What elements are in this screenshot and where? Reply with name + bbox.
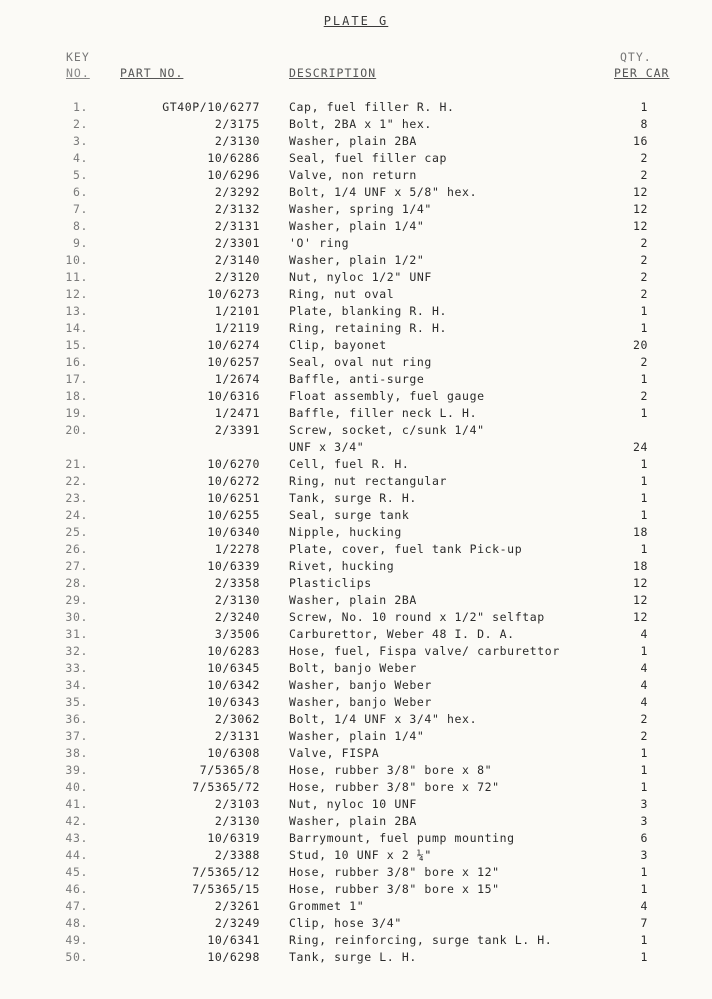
table-row bbox=[0, 151, 712, 168]
quantity: 4 bbox=[640, 695, 648, 709]
table-row bbox=[0, 661, 712, 678]
quantity: 1 bbox=[640, 882, 648, 896]
part-number: 10/6286 bbox=[207, 151, 260, 165]
key-number: 43. bbox=[65, 831, 88, 845]
quantity: 2 bbox=[640, 270, 648, 284]
table-row bbox=[0, 695, 712, 712]
key-number: 35. bbox=[65, 695, 88, 709]
table-row bbox=[0, 899, 712, 916]
key-number: 2. bbox=[72, 117, 88, 131]
table-row bbox=[0, 321, 712, 338]
quantity: 1 bbox=[640, 491, 648, 505]
table-row bbox=[0, 525, 712, 542]
key-number: 13. bbox=[65, 304, 88, 318]
key-number: 17. bbox=[65, 372, 88, 386]
part-description: Hose, rubber 3/8" bore x 72" bbox=[289, 780, 500, 794]
part-description: Hose, fuel, Fispa valve/ carburettor bbox=[289, 644, 560, 658]
quantity: 4 bbox=[640, 899, 648, 913]
header-key-line1: KEY bbox=[66, 50, 90, 64]
part-description: Valve, FISPA bbox=[289, 746, 380, 760]
key-number: 40. bbox=[65, 780, 88, 794]
part-description: Ring, nut oval bbox=[289, 287, 395, 301]
part-description: Bolt, 1/4 UNF x 3/4" hex. bbox=[289, 712, 478, 726]
part-description: Clip, hose 3/4" bbox=[289, 916, 402, 930]
key-number: 50. bbox=[65, 950, 88, 964]
part-description: Barrymount, fuel pump mounting bbox=[289, 831, 515, 845]
quantity: 3 bbox=[640, 814, 648, 828]
table-row bbox=[0, 593, 712, 610]
part-number: 10/6308 bbox=[207, 746, 260, 760]
key-number: 20. bbox=[65, 423, 88, 437]
table-row bbox=[0, 780, 712, 797]
part-number: 10/6319 bbox=[207, 831, 260, 845]
part-description: Nut, nyloc 10 UNF bbox=[289, 797, 417, 811]
quantity: 1 bbox=[640, 950, 648, 964]
quantity: 1 bbox=[640, 508, 648, 522]
key-number: 31. bbox=[65, 627, 88, 641]
quantity: 12 bbox=[632, 202, 648, 216]
table-row bbox=[0, 797, 712, 814]
key-number: 26. bbox=[65, 542, 88, 556]
part-number: 7/5365/12 bbox=[192, 865, 260, 879]
part-number: 10/6340 bbox=[207, 525, 260, 539]
part-number: 2/3388 bbox=[214, 848, 260, 862]
part-description: Plasticlips bbox=[289, 576, 372, 590]
table-row bbox=[0, 389, 712, 406]
table-row bbox=[0, 100, 712, 117]
part-number: 1/2119 bbox=[214, 321, 260, 335]
part-description: Washer, plain 1/4" bbox=[289, 729, 425, 743]
part-number: 2/3120 bbox=[214, 270, 260, 284]
part-description: Float assembly, fuel gauge bbox=[289, 389, 485, 403]
key-number: 23. bbox=[65, 491, 88, 505]
table-row bbox=[0, 355, 712, 372]
part-description: Ring, retaining R. H. bbox=[289, 321, 447, 335]
key-number: 34. bbox=[65, 678, 88, 692]
key-number: 36. bbox=[65, 712, 88, 726]
part-description: Baffle, filler neck L. H. bbox=[289, 406, 478, 420]
part-description: Clip, bayonet bbox=[289, 338, 387, 352]
part-number: 10/6274 bbox=[207, 338, 260, 352]
table-row bbox=[0, 559, 712, 576]
table-row bbox=[0, 287, 712, 304]
quantity: 1 bbox=[640, 644, 648, 658]
table-row bbox=[0, 746, 712, 763]
part-number: 2/3130 bbox=[214, 134, 260, 148]
part-number: 3/3506 bbox=[214, 627, 260, 641]
key-number: 48. bbox=[65, 916, 88, 930]
part-description: Nut, nyloc 1/2" UNF bbox=[289, 270, 432, 284]
part-description: Grommet 1" bbox=[289, 899, 365, 913]
part-number: 10/6345 bbox=[207, 661, 260, 675]
quantity: 1 bbox=[640, 304, 648, 318]
key-number: 21. bbox=[65, 457, 88, 471]
key-number: 12. bbox=[65, 287, 88, 301]
key-number: 5. bbox=[72, 168, 88, 182]
quantity: 12 bbox=[632, 610, 648, 624]
key-number: 27. bbox=[65, 559, 88, 573]
quantity: 24 bbox=[632, 440, 648, 454]
part-number: 7/5365/72 bbox=[192, 780, 260, 794]
key-number: 1. bbox=[72, 100, 88, 114]
table-row bbox=[0, 338, 712, 355]
quantity: 18 bbox=[632, 525, 648, 539]
quantity: 1 bbox=[640, 406, 648, 420]
part-description: Plate, blanking R. H. bbox=[289, 304, 447, 318]
part-number: 2/3130 bbox=[214, 593, 260, 607]
table-row bbox=[0, 644, 712, 661]
part-number: 2/3292 bbox=[214, 185, 260, 199]
key-number: 32. bbox=[65, 644, 88, 658]
part-description: Hose, rubber 3/8" bore x 12" bbox=[289, 865, 500, 879]
header-qty-line2: PER CAR bbox=[614, 66, 670, 80]
quantity: 2 bbox=[640, 151, 648, 165]
key-number: 14. bbox=[65, 321, 88, 335]
part-description: Washer, banjo Weber bbox=[289, 695, 432, 709]
part-number: 2/3391 bbox=[214, 423, 260, 437]
table-row bbox=[0, 423, 712, 440]
table-row bbox=[0, 236, 712, 253]
part-number: 10/6251 bbox=[207, 491, 260, 505]
part-description: Baffle, anti-surge bbox=[289, 372, 425, 386]
part-description: Hose, rubber 3/8" bore x 8" bbox=[289, 763, 493, 777]
quantity: 4 bbox=[640, 678, 648, 692]
part-description: Seal, oval nut ring bbox=[289, 355, 432, 369]
key-number: 37. bbox=[65, 729, 88, 743]
table-row bbox=[0, 542, 712, 559]
quantity: 2 bbox=[640, 389, 648, 403]
key-number: 10. bbox=[65, 253, 88, 267]
quantity: 1 bbox=[640, 474, 648, 488]
part-number: GT40P/10/6277 bbox=[162, 100, 260, 114]
quantity: 1 bbox=[640, 933, 648, 947]
table-row bbox=[0, 865, 712, 882]
key-number: 7. bbox=[72, 202, 88, 216]
part-description: Washer, plain 2BA bbox=[289, 593, 417, 607]
part-number: 10/6316 bbox=[207, 389, 260, 403]
part-number: 10/6341 bbox=[207, 933, 260, 947]
quantity: 1 bbox=[640, 321, 648, 335]
quantity: 18 bbox=[632, 559, 648, 573]
quantity: 6 bbox=[640, 831, 648, 845]
part-number: 10/6298 bbox=[207, 950, 260, 964]
page-title: PLATE G bbox=[323, 14, 389, 28]
quantity: 20 bbox=[632, 338, 648, 352]
header-key-line2: NO. bbox=[66, 66, 90, 80]
part-number: 7/5365/15 bbox=[192, 882, 260, 896]
part-number: 10/6342 bbox=[207, 678, 260, 692]
table-row bbox=[0, 610, 712, 627]
quantity: 3 bbox=[640, 797, 648, 811]
part-description: Ring, reinforcing, surge tank L. H. bbox=[289, 933, 553, 947]
table-row bbox=[0, 457, 712, 474]
part-number: 2/3132 bbox=[214, 202, 260, 216]
part-description: Bolt, 1/4 UNF x 5/8" hex. bbox=[289, 185, 478, 199]
quantity: 1 bbox=[640, 542, 648, 556]
key-number: 42. bbox=[65, 814, 88, 828]
parts-table bbox=[0, 100, 712, 967]
table-row bbox=[0, 219, 712, 236]
part-description: Washer, banjo Weber bbox=[289, 678, 432, 692]
header-description: DESCRIPTION bbox=[289, 66, 377, 80]
part-description: Seal, surge tank bbox=[289, 508, 410, 522]
key-number: 41. bbox=[65, 797, 88, 811]
part-number: 10/6255 bbox=[207, 508, 260, 522]
part-number: 2/3358 bbox=[214, 576, 260, 590]
quantity: 4 bbox=[640, 627, 648, 641]
key-number: 8. bbox=[72, 219, 88, 233]
quantity: 7 bbox=[640, 916, 648, 930]
part-description: Seal, fuel filler cap bbox=[289, 151, 447, 165]
part-description: Cap, fuel filler R. H. bbox=[289, 100, 455, 114]
part-description: Screw, socket, c/sunk 1/4" bbox=[289, 423, 485, 437]
quantity: 8 bbox=[640, 117, 648, 131]
quantity: 1 bbox=[640, 780, 648, 794]
key-number: 11. bbox=[65, 270, 88, 284]
part-number: 10/6343 bbox=[207, 695, 260, 709]
header-part-no: PART NO. bbox=[120, 66, 184, 80]
part-description: Nipple, hucking bbox=[289, 525, 402, 539]
table-row bbox=[0, 882, 712, 899]
key-number: 3. bbox=[72, 134, 88, 148]
part-description: Cell, fuel R. H. bbox=[289, 457, 410, 471]
table-row bbox=[0, 729, 712, 746]
key-number: 39. bbox=[65, 763, 88, 777]
part-number: 2/3131 bbox=[214, 729, 260, 743]
table-row bbox=[0, 576, 712, 593]
part-number: 2/3103 bbox=[214, 797, 260, 811]
part-description: Ring, nut rectangular bbox=[289, 474, 447, 488]
quantity: 2 bbox=[640, 253, 648, 267]
quantity: 2 bbox=[640, 236, 648, 250]
quantity: 16 bbox=[632, 134, 648, 148]
quantity: 12 bbox=[632, 185, 648, 199]
part-number: 2/3261 bbox=[214, 899, 260, 913]
quantity: 1 bbox=[640, 746, 648, 760]
part-number: 1/2471 bbox=[214, 406, 260, 420]
key-number: 49. bbox=[65, 933, 88, 947]
quantity: 2 bbox=[640, 355, 648, 369]
part-description: Bolt, banjo Weber bbox=[289, 661, 417, 675]
part-number: 2/3130 bbox=[214, 814, 260, 828]
table-row bbox=[0, 270, 712, 287]
key-number: 4. bbox=[72, 151, 88, 165]
key-number: 47. bbox=[65, 899, 88, 913]
key-number: 22. bbox=[65, 474, 88, 488]
part-number: 10/6270 bbox=[207, 457, 260, 471]
part-description: Bolt, 2BA x 1" hex. bbox=[289, 117, 432, 131]
part-number: 2/3175 bbox=[214, 117, 260, 131]
quantity: 2 bbox=[640, 729, 648, 743]
table-row bbox=[0, 848, 712, 865]
key-number: 44. bbox=[65, 848, 88, 862]
quantity: 3 bbox=[640, 848, 648, 862]
quantity: 1 bbox=[640, 372, 648, 386]
table-row-continuation bbox=[0, 440, 712, 457]
key-number: 45. bbox=[65, 865, 88, 879]
table-row bbox=[0, 933, 712, 950]
part-number: 2/3240 bbox=[214, 610, 260, 624]
table-row bbox=[0, 712, 712, 729]
part-description: Rivet, hucking bbox=[289, 559, 395, 573]
key-number: 33. bbox=[65, 661, 88, 675]
part-number: 1/2101 bbox=[214, 304, 260, 318]
table-row bbox=[0, 168, 712, 185]
table-row bbox=[0, 678, 712, 695]
table-row bbox=[0, 117, 712, 134]
part-number: 10/6283 bbox=[207, 644, 260, 658]
quantity: 12 bbox=[632, 593, 648, 607]
part-number: 2/3131 bbox=[214, 219, 260, 233]
table-row bbox=[0, 763, 712, 780]
part-description: Screw, No. 10 round x 1/2" selftap bbox=[289, 610, 545, 624]
quantity: 1 bbox=[640, 100, 648, 114]
key-number: 38. bbox=[65, 746, 88, 760]
part-number: 10/6273 bbox=[207, 287, 260, 301]
table-row bbox=[0, 814, 712, 831]
table-row bbox=[0, 916, 712, 933]
part-description: Stud, 10 UNF x 2 ¼" bbox=[289, 848, 432, 862]
part-description: Plate, cover, fuel tank Pick-up bbox=[289, 542, 523, 556]
quantity: 12 bbox=[632, 219, 648, 233]
key-number: 18. bbox=[65, 389, 88, 403]
part-description: Washer, plain 1/2" bbox=[289, 253, 425, 267]
table-row bbox=[0, 491, 712, 508]
part-number: 2/3249 bbox=[214, 916, 260, 930]
quantity: 12 bbox=[632, 576, 648, 590]
part-number: 2/3301 bbox=[214, 236, 260, 250]
part-number: 10/6339 bbox=[207, 559, 260, 573]
quantity: 4 bbox=[640, 661, 648, 675]
part-description: Washer, plain 2BA bbox=[289, 814, 417, 828]
part-number: 2/3062 bbox=[214, 712, 260, 726]
part-description: Washer, plain 2BA bbox=[289, 134, 417, 148]
key-number: 30. bbox=[65, 610, 88, 624]
part-number: 10/6296 bbox=[207, 168, 260, 182]
quantity: 2 bbox=[640, 287, 648, 301]
key-number: 15. bbox=[65, 338, 88, 352]
part-description: Washer, spring 1/4" bbox=[289, 202, 432, 216]
key-number: 6. bbox=[72, 185, 88, 199]
part-number: 2/3140 bbox=[214, 253, 260, 267]
table-row bbox=[0, 202, 712, 219]
part-description: Tank, surge L. H. bbox=[289, 950, 417, 964]
part-number: 7/5365/8 bbox=[199, 763, 260, 777]
key-number: 19. bbox=[65, 406, 88, 420]
key-number: 28. bbox=[65, 576, 88, 590]
part-number: 1/2278 bbox=[214, 542, 260, 556]
table-row bbox=[0, 508, 712, 525]
quantity: 2 bbox=[640, 712, 648, 726]
quantity: 1 bbox=[640, 457, 648, 471]
quantity: 1 bbox=[640, 865, 648, 879]
table-row bbox=[0, 185, 712, 202]
table-row bbox=[0, 627, 712, 644]
part-description: Washer, plain 1/4" bbox=[289, 219, 425, 233]
part-description: Hose, rubber 3/8" bore x 15" bbox=[289, 882, 500, 896]
part-number: 10/6272 bbox=[207, 474, 260, 488]
key-number: 9. bbox=[72, 236, 88, 250]
part-description-continued: UNF x 3/4" bbox=[289, 440, 365, 454]
part-number: 10/6257 bbox=[207, 355, 260, 369]
table-row bbox=[0, 304, 712, 321]
key-number: 16. bbox=[65, 355, 88, 369]
table-row bbox=[0, 950, 712, 967]
key-number: 25. bbox=[65, 525, 88, 539]
table-row bbox=[0, 831, 712, 848]
header-qty-line1: QTY. bbox=[620, 50, 652, 64]
quantity: 2 bbox=[640, 168, 648, 182]
part-description: 'O' ring bbox=[289, 236, 350, 250]
table-row bbox=[0, 372, 712, 389]
part-description: Carburettor, Weber 48 I. D. A. bbox=[289, 627, 515, 641]
quantity: 1 bbox=[640, 763, 648, 777]
table-row bbox=[0, 134, 712, 151]
part-number: 1/2674 bbox=[214, 372, 260, 386]
part-description: Tank, surge R. H. bbox=[289, 491, 417, 505]
table-row bbox=[0, 406, 712, 423]
key-number: 24. bbox=[65, 508, 88, 522]
table-row bbox=[0, 253, 712, 270]
key-number: 46. bbox=[65, 882, 88, 896]
table-row bbox=[0, 474, 712, 491]
part-description: Valve, non return bbox=[289, 168, 417, 182]
key-number: 29. bbox=[65, 593, 88, 607]
